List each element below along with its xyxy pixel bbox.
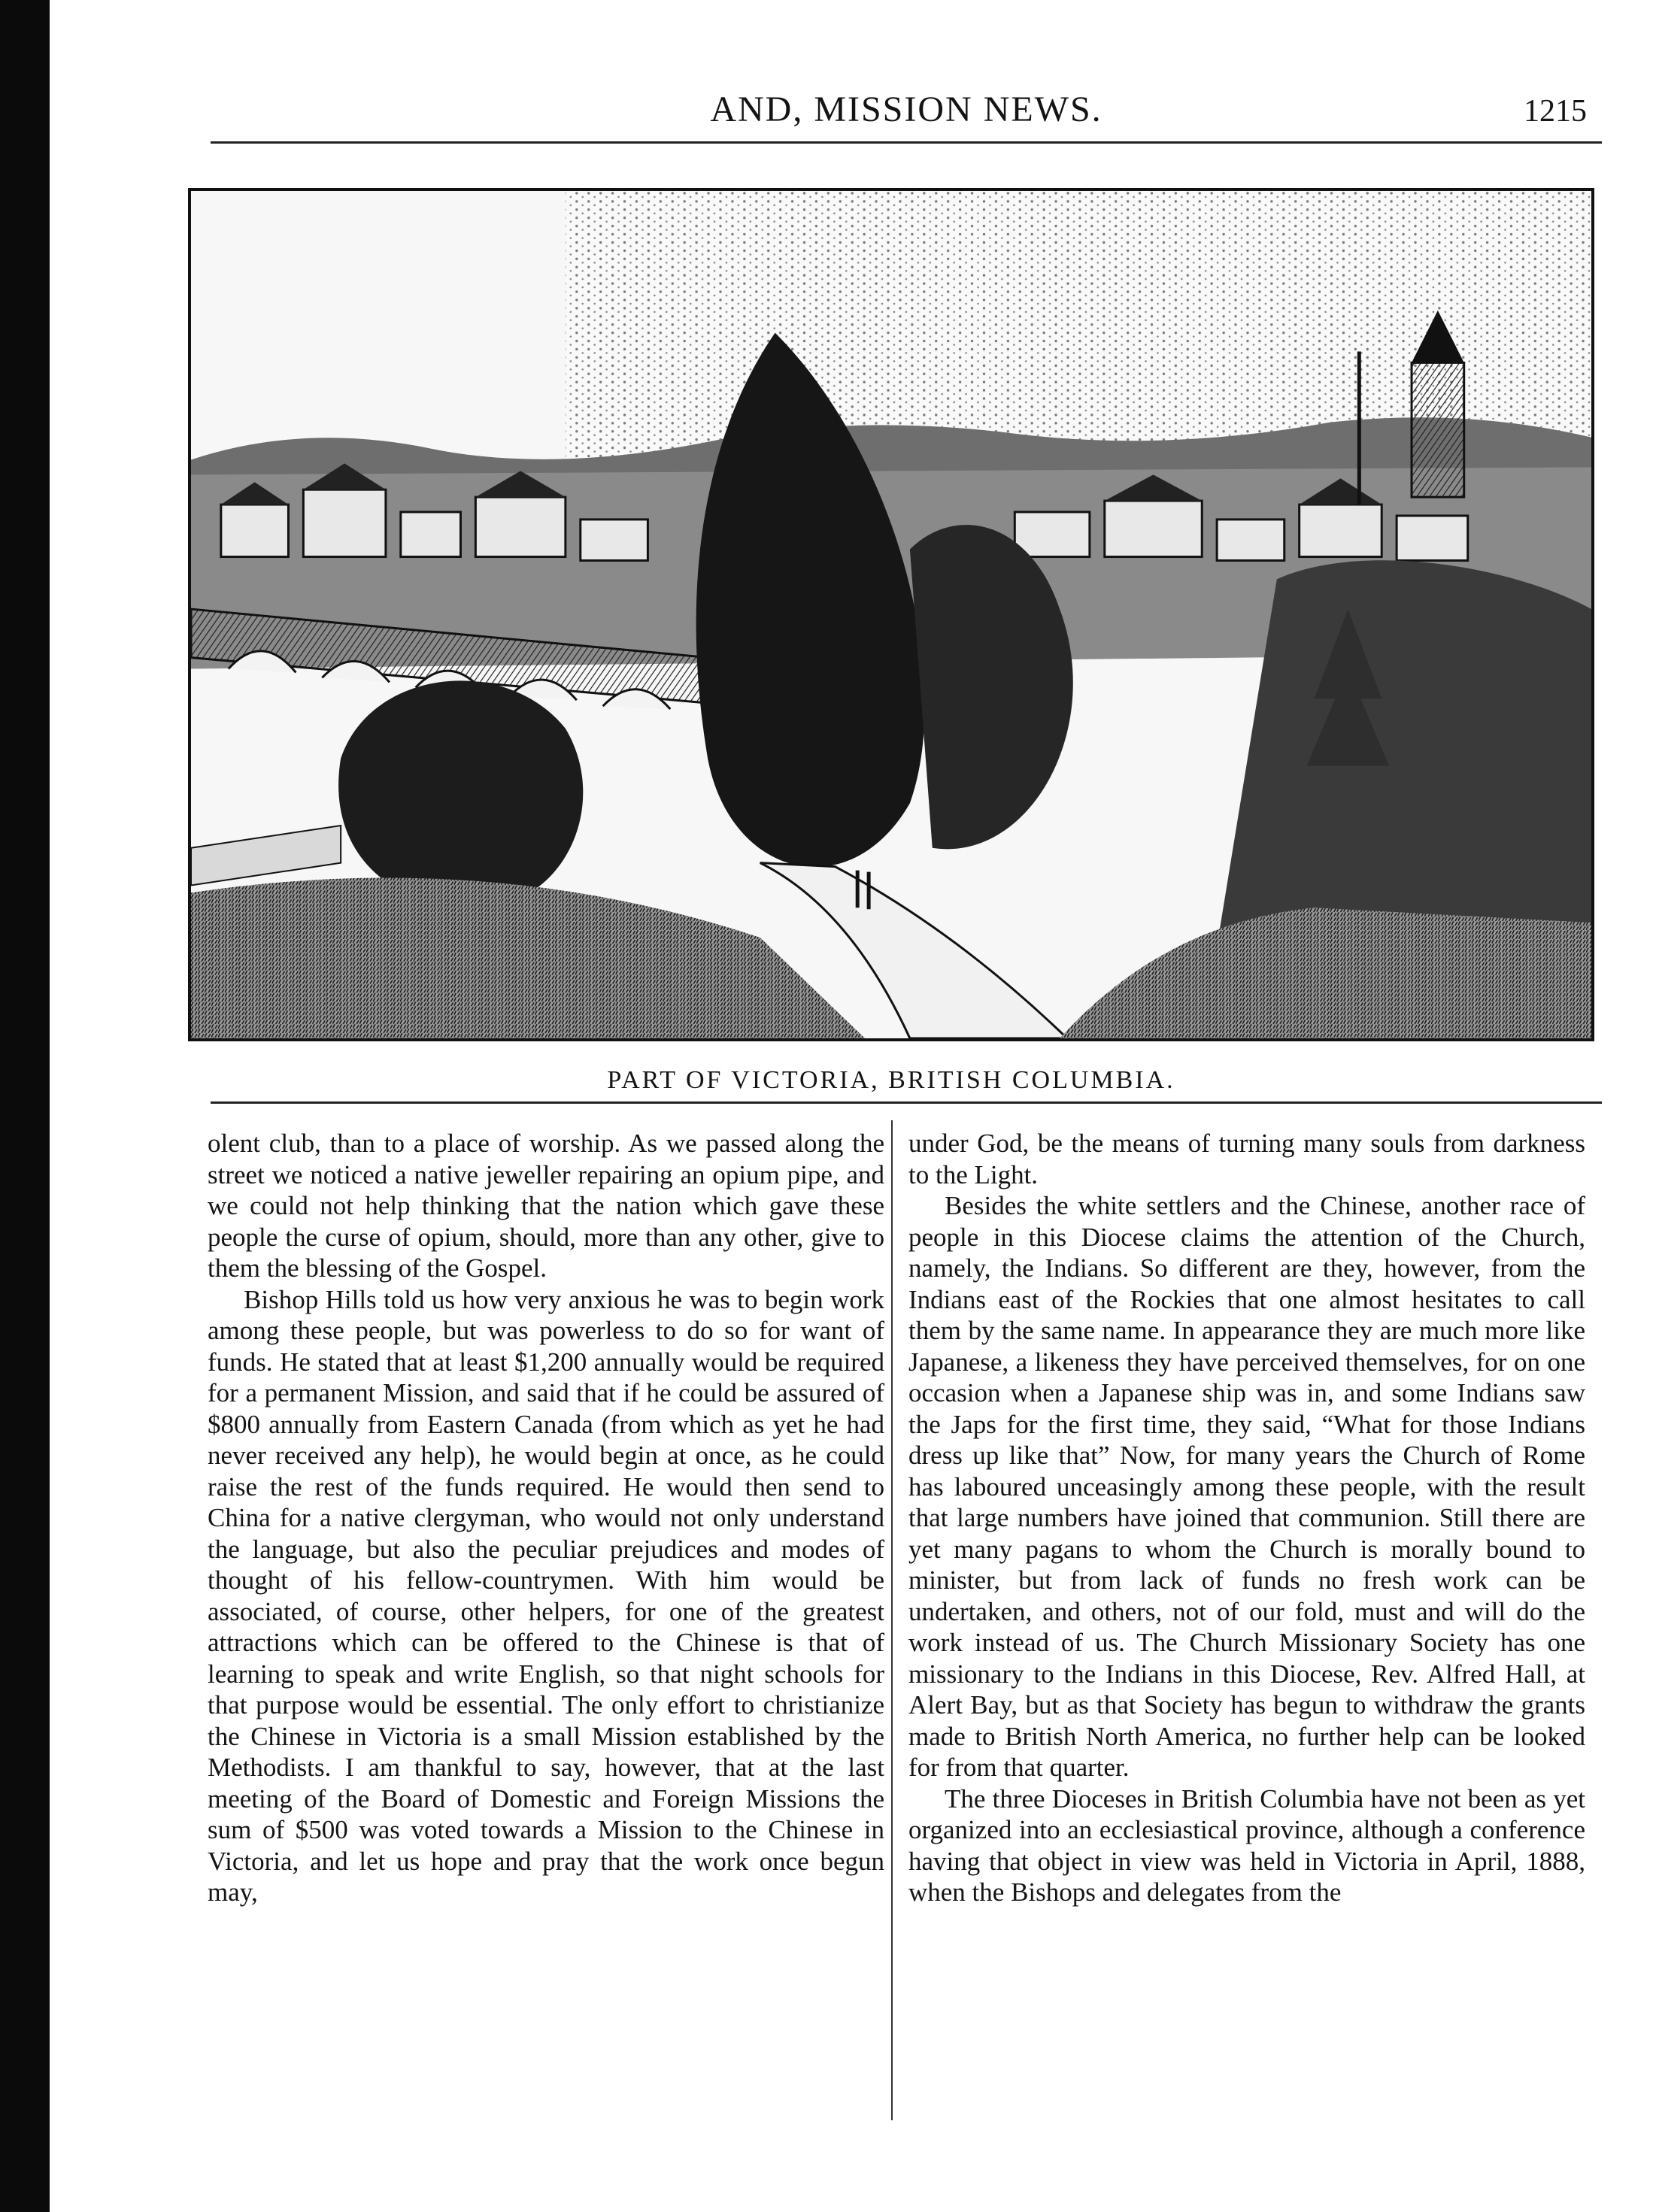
caption-rule — [211, 1101, 1602, 1104]
illustration-caption: PART OF VICTORIA, BRITISH COLUMBIA. — [607, 1066, 1175, 1094]
page-number: 1215 — [1524, 94, 1587, 129]
paragraph: under God, be the means of turning many souls from darkness to the Light. — [908, 1129, 1585, 1189]
victoria-engraving — [188, 188, 1594, 1041]
left-column — [208, 1128, 884, 1908]
binding-edge — [0, 0, 50, 2212]
paragraph: olent club, than to a place of worship. As we passed along the street we noticed a native jeweller repairing an opium pipe, and we could not help thinking that the nation which gave these people the curse of opium, should, more than any other, give to them the blessing of the Gospel. — [208, 1129, 884, 1283]
header-rule — [211, 141, 1602, 144]
victoria-engraving-art — [191, 191, 1591, 1038]
running-head — [211, 84, 1602, 144]
right-column — [908, 1128, 1585, 1908]
paragraph: The three Dioceses in British Columbia have not been as yet organized into an ecclesiastical province, although a conference having that object in view was held in Victoria in April, 1888, when the Bishops and delegates from the — [908, 1783, 1585, 1907]
paragraph: Besides the white settlers and the Chinese, another race of people in this Diocese claims the attention of the Church, namely, the Indians. So different are they, however, from the Indians east of the Rockies that one almost hesitates to call them by the same name. In appearance they are much more like Japanese, a likeness they have perceived themselves, for on one occasion when a Japanese ship was in, and some Indians saw the Japs for the first time, they said, “What for those Indians dress up like that” Now, for many years the Church of Rome has laboured unceasingly among these people, with the result that large numbers have joined that communion. Still there are yet many pagans to whom the Church is morally bound to minister, but from lack of funds no fresh work can be undertaken, and others, not of our fold, must and will do the work instead of us. The Church Missionary Society has one missionary to the Indians in this Diocese, Rev. Alfred Hall, at Alert Bay, but as that Society has begun to withdraw the grants made to British North America, no further help can be looked for from that quarter. — [908, 1191, 1585, 1782]
paragraph: Bishop Hills told us how very anxious he was to begin work among these people, but was powerless to do so for want of funds. He stated that at least $1,200 annually would be required for a permanent Mission, and said that if he could be assured of $800 annually from Eastern Canada (from which as yet he had never received any help), he would begin at once, as he could raise the rest of the funds required. He would then send to China for a native clergyman, who would not only understand the language, but also the peculiar prejudices and modes of thought of his fellow-countrymen. With him would be associated, of course, other helpers, for one of the greatest attractions which can be offered to the Chinese is that of learning to speak and write English, so that night schools for that purpose would be essential. The only effort to christianize the Chinese in Victoria is a small Mission established by the Methodists. I am thankful to say, however, that at the last meeting of the Board of Domestic and Foreign Missions the sum of $500 was voted towards a Mission to the Chinese in Victoria, and let us hope and pray that the work once begun may, — [208, 1284, 884, 1907]
running-title: AND, MISSION NEWS. — [710, 89, 1103, 129]
column-divider — [891, 1120, 893, 2120]
